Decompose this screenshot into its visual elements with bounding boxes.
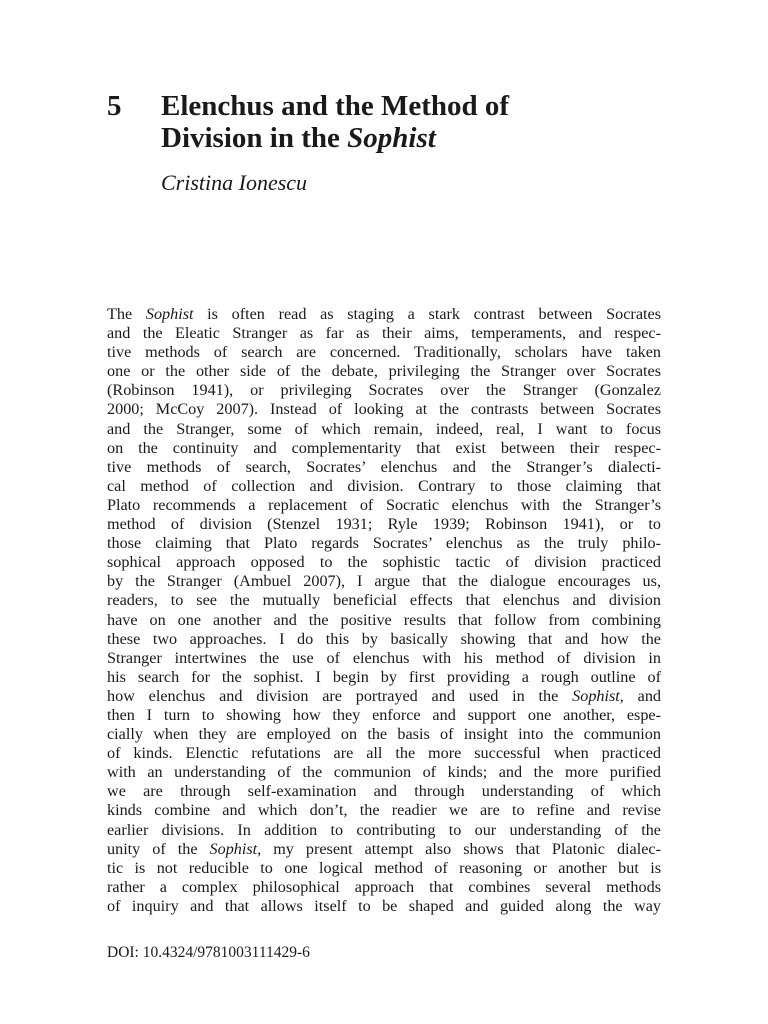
- chapter-title-line-2: [161, 122, 661, 154]
- body-line: [107, 305, 661, 324]
- body-line: [107, 458, 661, 477]
- body-paragraph: [107, 305, 661, 916]
- body-text-run: Plato recommends a replacement of Socratic elenchus with the Stranger’s: [107, 495, 661, 514]
- body-text-run: on the continuity and complementarity that exist between their respec-: [107, 438, 661, 457]
- body-text-run: those claiming that Plato regards Socrates’ elenchus as the truly philo-: [107, 534, 661, 553]
- body-text-run: method of division (Stenzel 1931; Ryle 1939; Robinson 1941), or to: [107, 515, 661, 534]
- body-text-run: earlier divisions. In addition to contributing to our understanding of the: [107, 820, 661, 839]
- author-name: Cristina Ionescu: [161, 170, 308, 195]
- body-text-run: unity of the: [107, 839, 210, 858]
- body-text-run: have on one another and the positive results that follow from combining: [107, 610, 661, 629]
- body-line: [107, 400, 661, 419]
- body-text-run: cially when they are employed on the basis of insight into the communion: [107, 725, 661, 744]
- body-text-run: tive methods of search are concerned. Traditionally, scholars have taken: [107, 343, 661, 362]
- body-text-run: kinds combine and which don’t, the readier we are to refine and revise: [107, 801, 661, 820]
- body-line: [107, 553, 661, 572]
- body-line: [107, 515, 661, 534]
- body-line: [107, 591, 661, 610]
- body-text-run: , and: [619, 686, 662, 705]
- body-line: [107, 324, 661, 343]
- body-line: [107, 649, 661, 668]
- chapter-number: 5: [107, 90, 122, 122]
- body-line: [107, 572, 661, 591]
- italic-work-title: Sophist: [209, 839, 258, 858]
- body-line: [107, 744, 661, 763]
- body-text-run: of inquiry and that allows itself to be shaped and guided along the way: [107, 896, 661, 915]
- body-text-run: The: [107, 305, 146, 323]
- body-text-run: sophical approach opposed to the sophistic tactic of division practiced: [107, 553, 661, 572]
- body-text-run: readers, to see the mutually beneficial effects that elenchus and division: [107, 591, 661, 610]
- chapter-title-line-2-text: Division in the: [161, 122, 348, 154]
- body-line: [107, 477, 661, 496]
- body-text-run: Stranger intertwines the use of elenchus with his method of division in: [107, 648, 661, 667]
- body-text-run: we are through self-examination and through understanding of which: [107, 782, 661, 801]
- body-line: [107, 821, 661, 840]
- body-line: [107, 496, 661, 515]
- body-text-run: tic is not reducible to one logical method of reasoning or another but is: [107, 858, 661, 877]
- body-line: [107, 859, 661, 878]
- body-text-run: by the Stranger (Ambuel 2007), I argue that the dialogue encourages us,: [107, 572, 661, 591]
- body-text-run: with an understanding of the communion of kinds; and the more purified: [107, 763, 661, 782]
- body-text-run: , my present attempt also shows that Platonic dialec-: [257, 839, 661, 858]
- chapter-title: [161, 90, 661, 154]
- chapter-title-italic-work: Sophist: [347, 122, 436, 154]
- body-line: [107, 381, 661, 400]
- italic-work-title: Sophist: [572, 686, 620, 705]
- body-line: [107, 801, 661, 820]
- body-text-run: 2000; McCoy 2007). Instead of looking at the contrasts between Socrates: [107, 400, 661, 419]
- body-text-run: tive methods of search, Socrates’ elenchus and the Stranger’s dialecti-: [107, 457, 661, 476]
- body-line: [107, 420, 661, 439]
- body-line: [107, 687, 661, 706]
- body-text-run: is often read as staging a stark contrast between Socrates: [193, 305, 661, 323]
- body-line: [107, 630, 661, 649]
- doi-footer: DOI: 10.4324/9781003111429-6: [107, 944, 310, 961]
- body-line: [107, 897, 661, 916]
- body-text-run: (Robinson 1941), or privileging Socrates over the Stranger (Gonzalez: [107, 381, 661, 400]
- body-text-run: of kinds. Elenctic refutations are all the more successful when practiced: [107, 744, 661, 763]
- body-text-run: cal method of collection and division. Contrary to those claiming that: [107, 476, 661, 495]
- body-line: [107, 706, 661, 725]
- body-text-run: these two approaches. I do this by basically showing that and how the: [107, 629, 661, 648]
- body-line: [107, 668, 661, 687]
- body-line: [107, 763, 661, 782]
- body-line: [107, 782, 661, 801]
- body-line: [107, 725, 661, 744]
- body-line: [107, 611, 661, 630]
- body-line: [107, 343, 661, 362]
- body-line: [107, 439, 661, 458]
- body-text-run: then I turn to showing how they enforce and support one another, espe-: [107, 705, 661, 724]
- italic-work-title: Sophist: [145, 305, 194, 323]
- body-text-run: his search for the sophist. I begin by first providing a rough outline of: [107, 667, 661, 686]
- body-text-run: rather a complex philosophical approach that combines several methods: [107, 877, 661, 896]
- body-line: [107, 878, 661, 897]
- body-text-run: one or the other side of the debate, privileging the Stranger over Socrates: [107, 362, 661, 381]
- body-line: [107, 840, 661, 859]
- body-line: [107, 362, 661, 381]
- body-text-run: and the Stranger, some of which remain, indeed, real, I want to focus: [107, 419, 661, 438]
- body-line: [107, 534, 661, 553]
- body-text-run: and the Eleatic Stranger as far as their aims, temperaments, and respec-: [107, 324, 661, 343]
- chapter-title-line-1: Elenchus and the Method of: [161, 90, 510, 122]
- body-text-run: how elenchus and division are portrayed and used in the: [107, 686, 573, 705]
